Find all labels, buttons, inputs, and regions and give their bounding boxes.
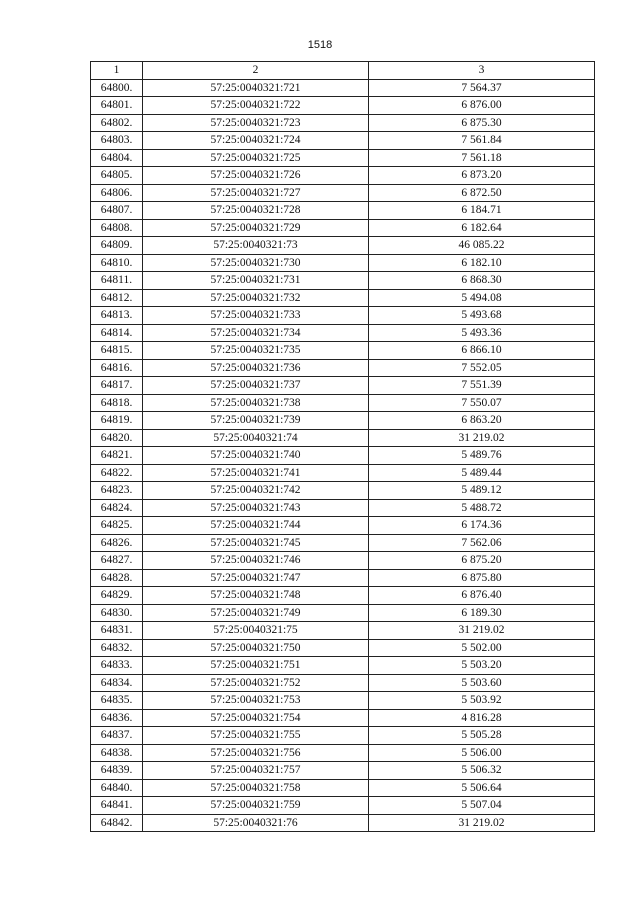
table-row (91, 202, 595, 220)
table-row (91, 342, 595, 360)
table-row (91, 359, 595, 377)
value-cell: 7 550.07 (369, 394, 595, 412)
column-header-value: 3 (369, 62, 595, 80)
row-number-cell: 64818. (91, 394, 143, 412)
value-cell: 6 182.64 (369, 219, 595, 237)
table-row (91, 552, 595, 570)
value-cell: 5 505.28 (369, 727, 595, 745)
row-number-cell: 64823. (91, 482, 143, 500)
value-cell: 5 489.76 (369, 447, 595, 465)
table-row (91, 394, 595, 412)
cadastral-number-cell: 57:25:0040321:734 (143, 324, 369, 342)
cadastral-number-cell: 57:25:0040321:75 (143, 622, 369, 640)
row-number-cell: 64832. (91, 639, 143, 657)
value-cell: 6 174.36 (369, 517, 595, 535)
table-row (91, 114, 595, 132)
row-number-cell: 64837. (91, 727, 143, 745)
table-row (91, 622, 595, 640)
table-row (91, 79, 595, 97)
row-number-cell: 64809. (91, 237, 143, 255)
value-cell: 5 506.32 (369, 762, 595, 780)
row-number-cell: 64829. (91, 587, 143, 605)
table-row (91, 744, 595, 762)
row-number-cell: 64838. (91, 744, 143, 762)
cadastral-number-cell: 57:25:0040321:721 (143, 79, 369, 97)
value-cell: 6 184.71 (369, 202, 595, 220)
value-cell: 5 507.04 (369, 797, 595, 815)
row-number-cell: 64840. (91, 779, 143, 797)
value-cell: 5 489.12 (369, 482, 595, 500)
value-cell: 7 551.39 (369, 377, 595, 395)
cadastral-number-cell: 57:25:0040321:724 (143, 132, 369, 150)
value-cell: 5 488.72 (369, 499, 595, 517)
row-number-cell: 64822. (91, 464, 143, 482)
cadastral-number-cell: 57:25:0040321:743 (143, 499, 369, 517)
table-row (91, 254, 595, 272)
row-number-cell: 64839. (91, 762, 143, 780)
value-cell: 5 503.60 (369, 674, 595, 692)
value-cell: 6 875.80 (369, 569, 595, 587)
cadastral-number-cell: 57:25:0040321:747 (143, 569, 369, 587)
row-number-cell: 64804. (91, 149, 143, 167)
cadastral-number-cell: 57:25:0040321:727 (143, 184, 369, 202)
column-header-number: 1 (91, 62, 143, 80)
table-row (91, 219, 595, 237)
cadastral-number-cell: 57:25:0040321:758 (143, 779, 369, 797)
value-cell: 4 816.28 (369, 709, 595, 727)
table-row (91, 692, 595, 710)
row-number-cell: 64807. (91, 202, 143, 220)
table-row (91, 289, 595, 307)
cadastral-number-cell: 57:25:0040321:723 (143, 114, 369, 132)
table-row (91, 237, 595, 255)
table-row (91, 482, 595, 500)
cadastral-number-cell: 57:25:0040321:746 (143, 552, 369, 570)
row-number-cell: 64801. (91, 97, 143, 115)
value-cell: 5 493.68 (369, 307, 595, 325)
table-row (91, 324, 595, 342)
cadastral-number-cell: 57:25:0040321:759 (143, 797, 369, 815)
table-row (91, 464, 595, 482)
cadastral-number-cell: 57:25:0040321:750 (143, 639, 369, 657)
row-number-cell: 64820. (91, 429, 143, 447)
value-cell: 6 873.20 (369, 167, 595, 185)
row-number-cell: 64842. (91, 814, 143, 832)
value-cell: 31 219.02 (369, 429, 595, 447)
value-cell: 7 564.37 (369, 79, 595, 97)
row-number-cell: 64831. (91, 622, 143, 640)
cadastral-number-cell: 57:25:0040321:755 (143, 727, 369, 745)
table-row (91, 377, 595, 395)
cadastral-number-cell: 57:25:0040321:722 (143, 97, 369, 115)
table-row (91, 604, 595, 622)
row-number-cell: 64828. (91, 569, 143, 587)
table-row (91, 412, 595, 430)
table-row (91, 132, 595, 150)
value-cell: 31 219.02 (369, 622, 595, 640)
cadastral-number-cell: 57:25:0040321:725 (143, 149, 369, 167)
row-number-cell: 64819. (91, 412, 143, 430)
value-cell: 6 866.10 (369, 342, 595, 360)
table-row (91, 149, 595, 167)
row-number-cell: 64826. (91, 534, 143, 552)
table-row (91, 674, 595, 692)
cadastral-number-cell: 57:25:0040321:744 (143, 517, 369, 535)
value-cell: 6 868.30 (369, 272, 595, 290)
table-row (91, 517, 595, 535)
cadastral-number-cell: 57:25:0040321:736 (143, 359, 369, 377)
value-cell: 5 506.64 (369, 779, 595, 797)
table-row (91, 779, 595, 797)
cadastral-number-cell: 57:25:0040321:76 (143, 814, 369, 832)
row-number-cell: 64836. (91, 709, 143, 727)
table-row (91, 797, 595, 815)
table-row (91, 587, 595, 605)
value-cell: 46 085.22 (369, 237, 595, 255)
value-cell: 7 561.18 (369, 149, 595, 167)
cadastral-number-cell: 57:25:0040321:73 (143, 237, 369, 255)
value-cell: 6 875.30 (369, 114, 595, 132)
row-number-cell: 64824. (91, 499, 143, 517)
value-cell: 5 503.20 (369, 657, 595, 675)
value-cell: 5 506.00 (369, 744, 595, 762)
cadastral-number-cell: 57:25:0040321:756 (143, 744, 369, 762)
cadastral-number-cell: 57:25:0040321:754 (143, 709, 369, 727)
table-body (91, 79, 595, 832)
row-number-cell: 64816. (91, 359, 143, 377)
value-cell: 6 189.30 (369, 604, 595, 622)
row-number-cell: 64817. (91, 377, 143, 395)
table-row (91, 814, 595, 832)
register-table (90, 61, 595, 832)
cadastral-number-cell: 57:25:0040321:731 (143, 272, 369, 290)
row-number-cell: 64814. (91, 324, 143, 342)
cadastral-number-cell: 57:25:0040321:730 (143, 254, 369, 272)
row-number-cell: 64813. (91, 307, 143, 325)
table-row (91, 429, 595, 447)
value-cell: 7 562.06 (369, 534, 595, 552)
cadastral-number-cell: 57:25:0040321:741 (143, 464, 369, 482)
cadastral-number-cell: 57:25:0040321:753 (143, 692, 369, 710)
row-number-cell: 64841. (91, 797, 143, 815)
row-number-cell: 64806. (91, 184, 143, 202)
row-number-cell: 64815. (91, 342, 143, 360)
column-header-cadastral-number: 2 (143, 62, 369, 80)
cadastral-number-cell: 57:25:0040321:726 (143, 167, 369, 185)
cadastral-number-cell: 57:25:0040321:733 (143, 307, 369, 325)
value-cell: 5 503.92 (369, 692, 595, 710)
table-row (91, 657, 595, 675)
value-cell: 5 489.44 (369, 464, 595, 482)
row-number-cell: 64835. (91, 692, 143, 710)
table-row (91, 184, 595, 202)
value-cell: 6 182.10 (369, 254, 595, 272)
table-row (91, 447, 595, 465)
row-number-cell: 64811. (91, 272, 143, 290)
table-row (91, 709, 595, 727)
table-row (91, 499, 595, 517)
row-number-cell: 64833. (91, 657, 143, 675)
row-number-cell: 64830. (91, 604, 143, 622)
row-number-cell: 64808. (91, 219, 143, 237)
row-number-cell: 64802. (91, 114, 143, 132)
cadastral-number-cell: 57:25:0040321:757 (143, 762, 369, 780)
value-cell: 5 494.08 (369, 289, 595, 307)
cadastral-number-cell: 57:25:0040321:740 (143, 447, 369, 465)
value-cell: 7 561.84 (369, 132, 595, 150)
cadastral-number-cell: 57:25:0040321:749 (143, 604, 369, 622)
row-number-cell: 64805. (91, 167, 143, 185)
row-number-cell: 64812. (91, 289, 143, 307)
table-row (91, 97, 595, 115)
cadastral-number-cell: 57:25:0040321:748 (143, 587, 369, 605)
cadastral-number-cell: 57:25:0040321:739 (143, 412, 369, 430)
value-cell: 31 219.02 (369, 814, 595, 832)
cadastral-number-cell: 57:25:0040321:745 (143, 534, 369, 552)
cadastral-number-cell: 57:25:0040321:729 (143, 219, 369, 237)
value-cell: 5 502.00 (369, 639, 595, 657)
row-number-cell: 64800. (91, 79, 143, 97)
cadastral-number-cell: 57:25:0040321:737 (143, 377, 369, 395)
value-cell: 6 875.20 (369, 552, 595, 570)
cadastral-number-cell: 57:25:0040321:752 (143, 674, 369, 692)
table-row (91, 534, 595, 552)
cadastral-number-cell: 57:25:0040321:74 (143, 429, 369, 447)
cadastral-number-cell: 57:25:0040321:732 (143, 289, 369, 307)
table-row (91, 639, 595, 657)
value-cell: 6 872.50 (369, 184, 595, 202)
row-number-cell: 64825. (91, 517, 143, 535)
cadastral-number-cell: 57:25:0040321:735 (143, 342, 369, 360)
table-row (91, 727, 595, 745)
row-number-cell: 64810. (91, 254, 143, 272)
value-cell: 6 863.20 (369, 412, 595, 430)
value-cell: 5 493.36 (369, 324, 595, 342)
cadastral-number-cell: 57:25:0040321:728 (143, 202, 369, 220)
table-row (91, 272, 595, 290)
row-number-cell: 64821. (91, 447, 143, 465)
page-number: 1518 (307, 39, 333, 51)
table-row (91, 167, 595, 185)
value-cell: 6 876.40 (369, 587, 595, 605)
row-number-cell: 64803. (91, 132, 143, 150)
row-number-cell: 64834. (91, 674, 143, 692)
value-cell: 7 552.05 (369, 359, 595, 377)
row-number-cell: 64827. (91, 552, 143, 570)
table-row (91, 307, 595, 325)
table-header-row (91, 62, 595, 80)
cadastral-number-cell: 57:25:0040321:738 (143, 394, 369, 412)
cadastral-number-cell: 57:25:0040321:742 (143, 482, 369, 500)
cadastral-number-cell: 57:25:0040321:751 (143, 657, 369, 675)
table-row (91, 569, 595, 587)
table-row (91, 762, 595, 780)
value-cell: 6 876.00 (369, 97, 595, 115)
